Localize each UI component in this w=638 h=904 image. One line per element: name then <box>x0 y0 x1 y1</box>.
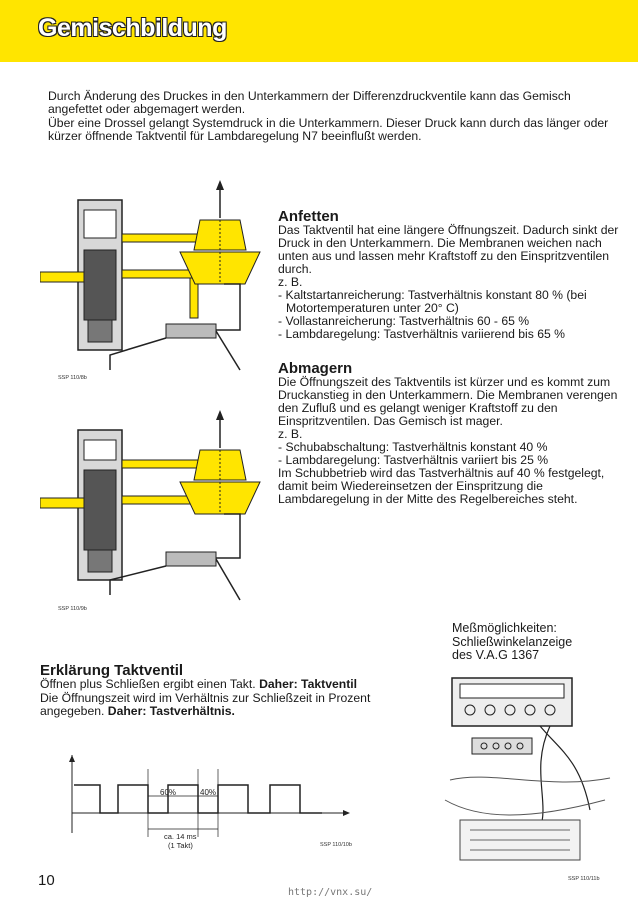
list-item: - Lambdaregelung: Tastverhältnis variiert bis 25 % <box>278 453 549 467</box>
figure-code-1: SSP 110/8b <box>58 375 87 381</box>
pulse-period-label: ca. 14 ms <box>164 832 197 841</box>
pulse-open-label: 60% <box>160 788 177 797</box>
anfetten-section <box>278 210 623 341</box>
list-item: - Lambdaregelung: Tastverhältnis variierend bis 65 % <box>278 327 566 341</box>
intro-paragraph-1: Durch Änderung des Druckes in den Unterkammern der Differenzdruckventile kann das Gemisch angefettet oder abgemagert werden. <box>48 89 571 117</box>
takt-line-1-bold: Daher: Taktventil <box>259 677 358 692</box>
takt-section <box>40 664 400 719</box>
anfetten-text: Das Taktventil hat eine längere Öffnungszeit. Dadurch sinkt der Druck in den Unterkammern. Die Membranen weichen nach unten aus und lassen mehr Kraftstoff zu den Einspritzventilen durch. <box>278 223 619 276</box>
takt-line-2-bold: Daher: Tastverhältnis. <box>107 704 235 719</box>
figure-code-2: SSP 110/9b <box>58 606 87 612</box>
header-bar <box>0 0 638 62</box>
page-number: 10 <box>38 872 55 889</box>
pulse-closed-label: 40% <box>200 788 217 797</box>
abmagern-text: Die Öffnungszeit des Taktventils ist kürzer und es kommt zum Druckanstieg in den Unterkammern. Die Membranen verengen den Zufluß und es gelangt weniger Kraftstoff zu den Einspritzventilen. Das Gemisch ist mager. <box>278 375 618 428</box>
messung-line-2: Schließwinkelanzeige <box>452 634 573 649</box>
takt-line-2 <box>40 692 400 719</box>
list-item: - Schubabschaltung: Tastverhältnis konstant 40 % <box>278 440 548 454</box>
abmagern-section <box>278 362 623 506</box>
abmagern-example: z. B. <box>278 427 303 441</box>
abmagern-diagram <box>40 410 270 610</box>
takt-line-2-text: Die Öffnungszeit wird im Verhältnis zur Schließzeit in Prozent angegeben. <box>40 690 371 719</box>
pulse-diagram <box>60 755 360 865</box>
takt-title: Erklärung Taktventil <box>40 662 184 679</box>
figure-code-3: SSP 110/10b <box>320 842 352 848</box>
list-item: - Kaltstartanreicherung: Tastverhältnis konstant 80 % (bei Motortemperaturen unter 20° C) <box>278 288 587 315</box>
page-title: Gemischbildung <box>38 14 227 42</box>
messung-line-3: des V.A.G 1367 <box>452 648 540 662</box>
intro-paragraph-2: Über eine Drossel gelangt Systemdruck in die Unterkammern. Dieser Druck kann durch das länger oder kürzer öffnende Taktventil für Lambdaregelung N7 beeinflußt werden. <box>48 115 609 144</box>
figure-code-4: SSP 110/11b <box>568 876 600 882</box>
anfetten-title: Anfetten <box>278 208 339 225</box>
list-item: - Vollastanreicherung: Tastverhältnis 60 - 65 % <box>278 314 530 328</box>
takt-line-1-text: Öffnen plus Schließen ergibt einen Takt. <box>40 677 256 692</box>
pulse-period-sub: (1 Takt) <box>168 841 193 850</box>
abmagern-note: Im Schubbetrieb wird das Tastverhältnis auf 40 % festgelegt, damit beim Wiedereinsetzen der Einspritzung die Lambdaregelung in der Mitte des Regelbereiches steht. <box>278 466 605 506</box>
anfetten-example: z. B. <box>278 275 303 289</box>
anfetten-diagram <box>40 180 270 385</box>
anfetten-list <box>278 289 623 341</box>
intro-text <box>48 90 618 144</box>
takt-line-1 <box>40 678 400 691</box>
footer-url: http://vnx.su/ <box>288 887 373 898</box>
messung-caption <box>452 622 632 663</box>
abmagern-title: Abmagern <box>278 360 353 377</box>
abmagern-list <box>278 441 623 467</box>
vag1367-illustration <box>430 670 620 870</box>
messung-line-1: Meßmöglichkeiten: <box>452 621 557 635</box>
